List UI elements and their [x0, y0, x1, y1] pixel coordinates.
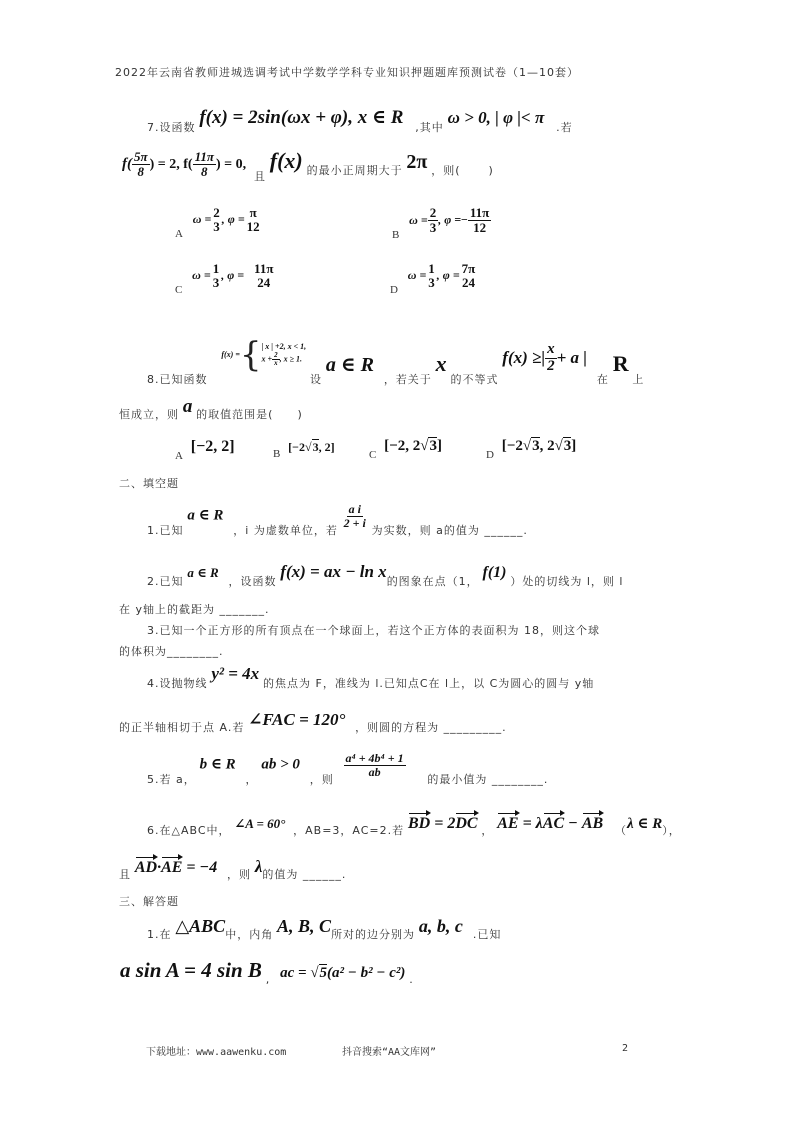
- option-value: [−2, 2√3]: [384, 438, 442, 454]
- value-part: ]: [436, 438, 442, 454]
- text: 4.设抛物线: [147, 677, 208, 690]
- sqrt-radicand: 3: [563, 438, 572, 454]
- frac-numerator: a⁴ + 4b⁴ + 1: [345, 751, 404, 765]
- text: ，: [245, 772, 258, 786]
- fill-question-6-line-2: [119, 857, 347, 881]
- q7-cond2-mid: ) = 2, f(: [149, 157, 193, 172]
- sqrt-radicand: 3: [429, 438, 437, 454]
- fill-question-6: [147, 814, 681, 837]
- left-brace-icon: {: [239, 334, 262, 375]
- phi-eq: , φ =: [438, 212, 462, 227]
- q8-a-in-r: a ∈ R: [325, 354, 374, 377]
- footer-search-text: 抖音搜索“AA文库网”: [342, 1047, 437, 1058]
- fill-question-3: 3.已知一个正方形的所有顶点在一个球面上，若这个正方体的表面积为 18，则这个球: [147, 624, 600, 637]
- frac-denominator: 8: [201, 164, 208, 179]
- vector-ae: AE: [497, 815, 519, 832]
- omega-fraction: [211, 262, 222, 289]
- document-header-title: 2022年云南省教师进城选调考试中学数学学科专业知识押题题库预测试卷（1—10套）: [115, 66, 579, 79]
- minus: −: [568, 815, 578, 832]
- dot: ·: [157, 859, 162, 876]
- fill-question-4: [147, 664, 595, 690]
- sqrt-radicand: 5: [319, 965, 328, 981]
- q8-inequality-text: 的不等式: [450, 373, 499, 387]
- q8-option-b[interactable]: [273, 440, 335, 460]
- fill-question-2: [147, 562, 624, 588]
- q8-a: a: [182, 396, 193, 417]
- frac-denominator: 24: [257, 274, 271, 290]
- vector-ae: AE: [161, 859, 183, 876]
- text: （: [615, 824, 627, 837]
- question-8-number: 8.已知函数: [147, 373, 208, 387]
- frac-denominator: 3: [212, 274, 220, 290]
- frac-numerator: 11π: [254, 261, 274, 276]
- option-label: D: [486, 449, 494, 461]
- q8-R: R: [612, 351, 629, 377]
- frac-numerator: 5π: [134, 149, 148, 165]
- text: ），: [662, 824, 681, 837]
- q7-function-formula: f(x) = 2sin(ωx + φ), x ∈ R: [199, 107, 404, 128]
- page-number: 2: [622, 1043, 629, 1054]
- omega-eq: ω =: [407, 268, 427, 283]
- fill-question-5: [147, 751, 549, 786]
- eq: = −4: [186, 859, 218, 876]
- case-1: | x | +2, x < 1,: [261, 341, 307, 351]
- q7-cond2-prefix: f(: [122, 156, 132, 172]
- angle-a: ∠A = 60°: [234, 816, 286, 831]
- frac-numerator: 7π: [461, 261, 476, 276]
- option-label: D: [390, 284, 398, 297]
- text-with-blank: ，则圆的方程为 _________.: [355, 721, 507, 734]
- phi-sign: −: [461, 212, 468, 227]
- triangle-abc: △ABC: [175, 916, 226, 936]
- phi-eq: , φ =: [436, 268, 460, 283]
- text: ）处的切线为 l，则 l: [510, 575, 624, 588]
- frac-denominator: 3: [213, 218, 220, 234]
- frac-denominator: 8: [137, 164, 145, 179]
- q8-range-text: 的取值范围是(: [196, 408, 274, 421]
- sides-abc: a, b, c: [418, 916, 463, 936]
- q8-if-about-text: ，若关于: [383, 373, 432, 387]
- q7-option-b[interactable]: [392, 205, 491, 241]
- text: .已知: [472, 928, 502, 941]
- frac-numerator: x: [547, 341, 555, 357]
- text-with-blank: 为实数，则 a的值为 ______.: [371, 523, 528, 537]
- fraction-expression: [344, 752, 406, 778]
- comma: ,: [265, 973, 271, 986]
- frac-numerator: 2: [429, 205, 437, 220]
- vector-bd-eq: [408, 815, 478, 832]
- frac-numerator: a i: [348, 502, 361, 516]
- value-part: [−2: [501, 438, 523, 454]
- q7-frac-5pi-8: [132, 150, 150, 178]
- lambda: λ: [254, 857, 263, 876]
- parabola-equation: y² = 4x: [211, 664, 260, 683]
- question-7-number: 7.设函数: [147, 121, 196, 134]
- b-in-r: b ∈ R: [199, 756, 236, 773]
- case-2: [262, 352, 307, 368]
- frac-numerator: 2: [274, 351, 278, 360]
- value-part: ]: [571, 438, 577, 454]
- text: 2.已知: [147, 575, 184, 588]
- question-8: [147, 334, 645, 387]
- value-part: [−2: [288, 440, 306, 454]
- text: ，则: [227, 868, 252, 881]
- frac-numerator: 1: [428, 261, 435, 276]
- piecewise-cases: [262, 342, 307, 368]
- text: ，i 为虚数单位，若: [233, 523, 338, 537]
- period: .: [409, 973, 414, 986]
- fill-question-4-line-2: [119, 710, 507, 734]
- frac-denominator: 2 + i: [343, 515, 366, 530]
- section-3-title: 三、解答题: [119, 895, 179, 908]
- q8-holds-text: 恒成立，则: [119, 408, 179, 421]
- q7-fx: f(x): [269, 148, 303, 173]
- text: 所对的边分别为: [331, 928, 416, 941]
- dot-product: [135, 859, 217, 876]
- eq-part: (a² − b² − c²): [327, 965, 406, 981]
- text: 5.若 a，: [147, 772, 196, 786]
- phi-fraction: [245, 206, 262, 233]
- frac-numerator: π: [249, 205, 257, 220]
- q8-on-text: 在: [596, 373, 609, 387]
- option-label: B: [392, 228, 400, 241]
- option-label: A: [175, 228, 183, 241]
- phi-eq: , φ =: [221, 212, 245, 227]
- frac-denominator: 2: [547, 357, 555, 374]
- frac-numerator: 1: [212, 261, 220, 276]
- frac-denominator: x: [274, 359, 278, 368]
- sqrt-radicand: 3: [532, 438, 540, 454]
- option-label: C: [175, 284, 183, 297]
- question-7: [147, 106, 573, 134]
- omega-eq: ω =: [409, 212, 428, 227]
- value-part: [−2, 2: [384, 438, 421, 454]
- q8-line-2: [119, 396, 303, 421]
- frac-denominator: 12: [473, 219, 487, 235]
- frac-denominator: 3: [428, 274, 435, 290]
- a-in-r: a ∈ R: [187, 565, 219, 580]
- q8-piecewise-function: [221, 334, 307, 375]
- frac-numerator: 11π: [469, 205, 490, 220]
- text: 的正半轴相切于点 A.若: [119, 721, 245, 734]
- angle-fac: ∠FAC = 120°: [248, 710, 346, 729]
- text-with-blank: 的值为 ______.: [262, 868, 347, 881]
- omega-fraction: [211, 206, 222, 233]
- q7-cond2-suffix: ) = 0,: [215, 157, 247, 172]
- q8-inequality: [502, 342, 587, 375]
- frac-numerator: 11π: [194, 149, 214, 165]
- ab-positive: ab > 0: [261, 756, 300, 773]
- value-part: , 2]: [318, 440, 335, 454]
- a-in-r: a ∈ R: [187, 507, 224, 524]
- text: 中，内角: [225, 928, 274, 941]
- q8-above-text: 上: [632, 373, 645, 387]
- option-value: [−2√3, 2]: [288, 440, 335, 454]
- text: 的焦点为 F，准线为 l.已知点C在 l上，以 C为圆心的圆与 y轴: [263, 677, 595, 690]
- equation-ac: ac = √5(a² − b² − c²): [280, 965, 406, 981]
- vector-ab: AB: [581, 815, 604, 832]
- case-2-part: , x ≥ 1.: [279, 354, 302, 364]
- fraction-a-i-over-2-plus-i: [342, 503, 368, 529]
- ineq-part: + a |: [556, 348, 588, 368]
- piecewise-lhs: f(x) =: [221, 350, 240, 360]
- q7-period-text: 的最小正周期大于: [306, 164, 403, 177]
- equation-asinA: a sin A = 4 sin B: [120, 958, 262, 982]
- option-value: [−2, 2]: [190, 438, 235, 455]
- angles-abc: A, B, C: [277, 916, 332, 936]
- text: 6.在△ABC中，: [147, 824, 231, 837]
- text: 1.已知: [147, 523, 184, 537]
- q7-option-c[interactable]: [175, 261, 275, 297]
- lambda-in-r: λ ∈ R: [627, 816, 663, 832]
- value-part: , 2: [539, 438, 555, 454]
- comma: ，: [481, 824, 494, 837]
- frac-denominator: 3: [429, 219, 437, 235]
- solve-question-1: [147, 916, 502, 941]
- vector-dc: DC: [455, 815, 478, 832]
- vector-ad: AD: [134, 859, 158, 876]
- q8-option-d[interactable]: [486, 438, 577, 461]
- text: ，设函数: [228, 575, 277, 588]
- omega-fraction: [428, 206, 439, 234]
- text: ，则: [309, 772, 334, 786]
- option-label: A: [175, 450, 183, 462]
- q7-frac-11pi-8: [193, 150, 216, 178]
- q7-two-pi: 2π: [406, 151, 428, 173]
- eq: = 2: [434, 815, 456, 832]
- q7-option-d[interactable]: [390, 261, 477, 297]
- q7-and-text: 且: [253, 170, 266, 183]
- omega-eq: ω =: [192, 212, 212, 227]
- fill-question-3-line-2: 的体积为________.: [119, 645, 224, 658]
- text: 且: [119, 868, 131, 881]
- phi-fraction: [252, 262, 275, 289]
- footer-download-link[interactable]: 下载地址：www.aawenku.com: [146, 1047, 287, 1058]
- q7-then-text: ，则(: [431, 164, 461, 177]
- eq: = λ: [522, 815, 543, 832]
- f-of-1: f(1): [482, 564, 507, 581]
- omega-eq: ω =: [192, 268, 211, 283]
- fill-question-2-line-2: 在 y轴上的截距为 _______.: [119, 603, 270, 616]
- q8-option-c[interactable]: [369, 438, 442, 461]
- q7-condition-line: [122, 148, 494, 183]
- vector-bd: BD: [407, 815, 431, 832]
- frac-denominator: 24: [461, 274, 475, 290]
- phi-fraction: [468, 206, 491, 234]
- q8-option-a[interactable]: [175, 438, 235, 462]
- section-2-title: 二、填空题: [119, 477, 179, 490]
- omega-fraction: [426, 262, 437, 289]
- function-formula: f(x) = ax − ln x: [280, 562, 387, 581]
- case-2-part: x +: [261, 354, 273, 364]
- text-with-blank: 的最小值为 ________.: [427, 772, 549, 786]
- q7-answer-paren: ): [488, 164, 494, 177]
- text: 1.在: [147, 928, 172, 941]
- vector-ae-eq: [497, 815, 603, 832]
- phi-eq: , φ =: [221, 268, 245, 283]
- sqrt-radicand: 3: [312, 440, 319, 454]
- text: 的图象在点（1，: [386, 575, 479, 588]
- solve-question-1-line-2: [120, 958, 414, 986]
- vector-ac: AC: [542, 815, 565, 832]
- option-label: C: [369, 449, 377, 461]
- phi-fraction: [460, 262, 478, 289]
- frac-denominator: ab: [368, 764, 381, 779]
- text: ，AB=3，AC=2.若: [293, 824, 405, 837]
- frac-denominator: 12: [246, 218, 260, 234]
- q8-let-text: 设: [310, 373, 322, 387]
- q7-condition: ω > 0, | φ |< π: [447, 108, 545, 127]
- eq-part: ac =: [280, 965, 311, 981]
- q7-if-text: .若: [556, 121, 573, 134]
- fill-question-1: [147, 502, 528, 537]
- ineq-part: f(x) ≥|: [502, 348, 546, 368]
- q8-answer-paren: ): [297, 408, 303, 421]
- option-value: [−2√3, 2√3]: [501, 438, 577, 454]
- q7-option-a[interactable]: [175, 205, 262, 241]
- frac-numerator: 2: [213, 205, 220, 220]
- option-label: B: [273, 448, 281, 460]
- q8-x: x: [435, 351, 447, 377]
- q7-where-text: ,其中: [415, 121, 444, 134]
